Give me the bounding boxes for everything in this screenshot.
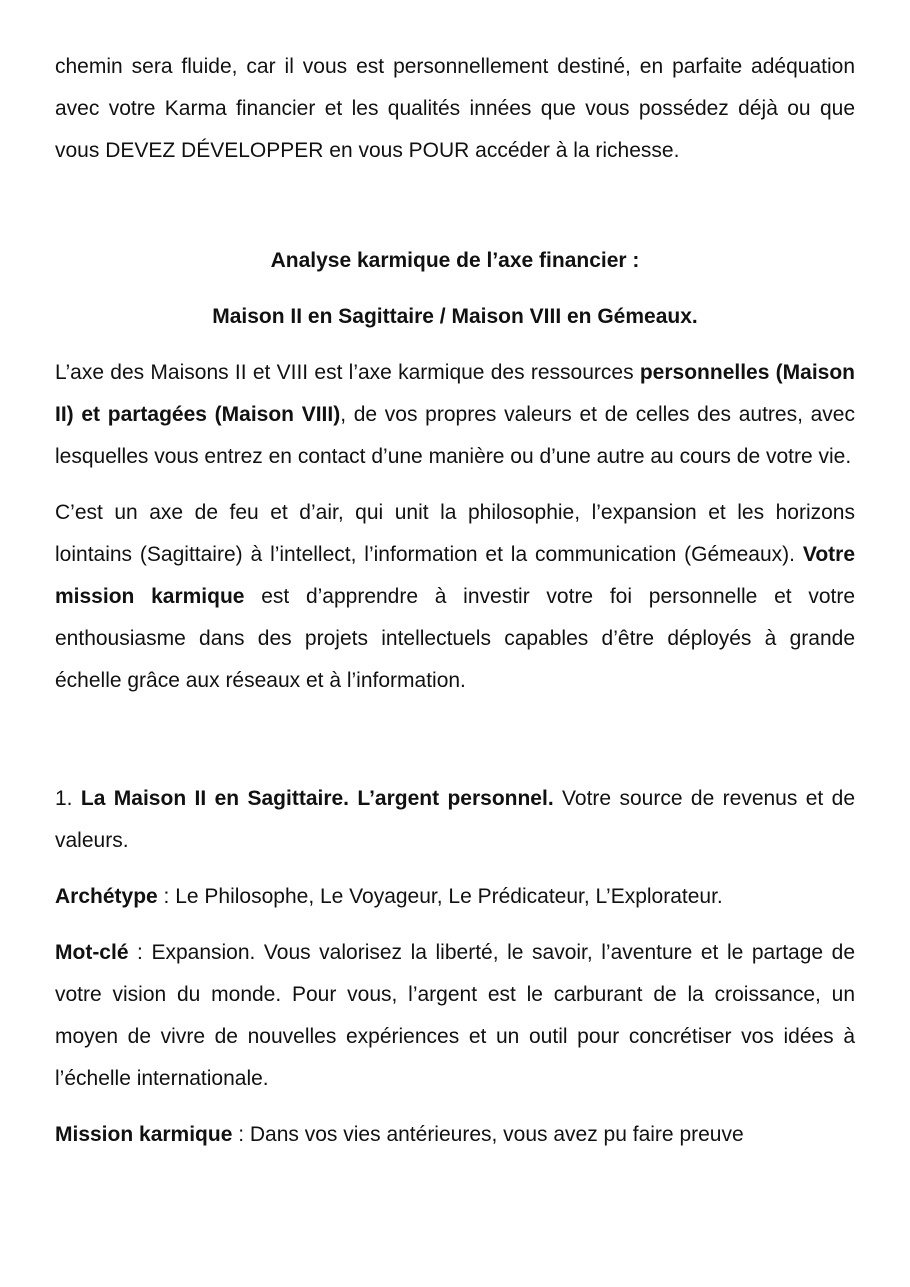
paragraph-keyword — [55, 932, 855, 1100]
text-run: est d’apprendre à investir votre foi personnelle et votre enthousiasme dans des projets intellectuels capables d’être déployés à grande échelle grâce aux réseaux et à l’information. — [55, 585, 856, 692]
paragraph-mission — [55, 1114, 855, 1156]
text-run: : Le Philosophe, Le Voyageur, Le Prédicateur, L’Explorateur. — [157, 885, 723, 908]
text-run: C’est un axe de feu et d’air, qui unit la philosophie, l’expansion et les horizons lointains (Sagittaire) à l’intellect, l’information et la communication (Gémeaux). — [55, 501, 855, 566]
text-run: : Dans vos vies antérieures, vous avez pu faire preuve — [232, 1123, 744, 1146]
paragraph-axis — [55, 352, 855, 478]
text-run: : Expansion. Vous valorisez la liberté, le savoir, l’aventure et le partage de votre vision du monde. Pour vous, l’argent est le carburant de la croissance, un moyen de vivre de nouvelles expériences et un outil pour concrétiser vos idées à l’échelle internationale. — [55, 941, 855, 1090]
paragraph-elements — [55, 492, 855, 702]
text-run: Votre source de revenus et de valeurs. — [55, 787, 856, 852]
bold-text: personnelles (Maison II) et partagées (Maison VIII) — [55, 361, 856, 426]
section-heading: Analyse karmique de l’axe financier : — [270, 249, 640, 272]
bold-text: Votre mission karmique — [55, 543, 855, 608]
paragraph-intro: chemin sera fluide, car il vous est personnellement destiné, en parfaite adéquation avec votre Karma financier et les qualités innées que vous possédez déjà ou que vous DEVEZ DÉVELOPPER en vous POUR accéder à la richesse. — [55, 55, 855, 162]
bold-label: Mot-clé — [55, 941, 129, 964]
section-subheading: Maison II en Sagittaire / Maison VIII en Gémeaux. — [212, 305, 698, 328]
bold-label: Archétype — [55, 885, 158, 908]
bold-label: Mission karmique — [55, 1123, 233, 1146]
list-number: 1. — [55, 787, 81, 810]
paragraph-house-two — [55, 778, 855, 862]
text-run: L’axe des Maisons II et VIII est l’axe karmique des ressources — [55, 361, 640, 384]
text-run: , de vos propres valeurs et de celles des autres, avec lesquelles vous entrez en contact d’une manière ou d’une autre au cours de votre vie. — [55, 403, 855, 468]
bold-text: La Maison II en Sagittaire. L’argent personnel. — [80, 787, 554, 810]
paragraph-archetype — [55, 876, 855, 918]
document-page — [55, 46, 855, 1156]
